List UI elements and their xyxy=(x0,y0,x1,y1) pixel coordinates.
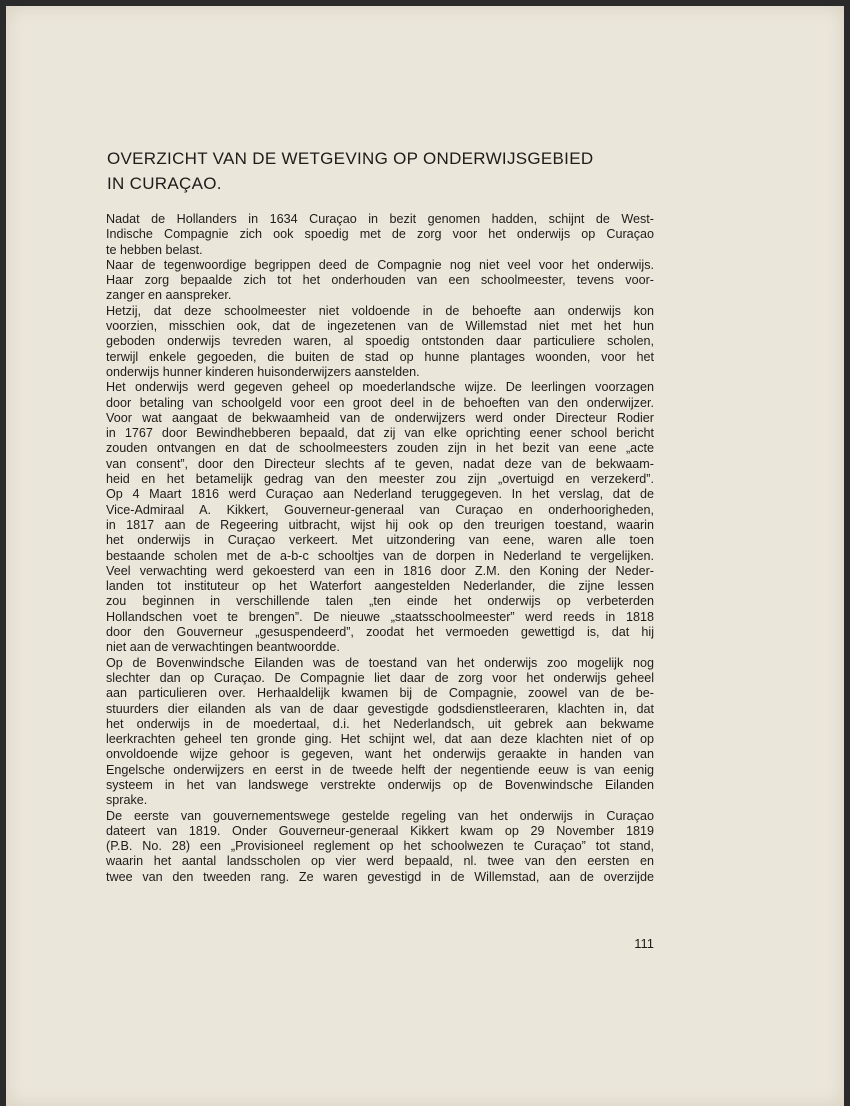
body-line: van consent”, door den Directeur slechts af te geven, nadat deze van de bekwaam- xyxy=(106,456,654,471)
body-line: Naar de tegenwoordige begrippen deed de Compagnie nog niet veel voor het onderwijs. xyxy=(106,257,654,272)
body-line: leerkrachten geheel ten gronde ging. Het schijnt wel, dat aan deze klachten niet of op xyxy=(106,732,654,747)
body-line: Hetzij, dat deze schoolmeester niet voldoende in de behoefte aan onderwijs kon xyxy=(106,303,654,318)
body-line: zanger en aanspreker. xyxy=(106,288,232,303)
body-line: De eerste van gouvernementswege gestelde regeling van het onderwijs in Curaçao xyxy=(106,808,654,823)
body-line: aan particulieren over. Herhaaldelijk kwamen bij de Compagnie, zoowel van de be- xyxy=(106,686,654,701)
title-line: OVERZICHT VAN DE WETGEVING OP ONDERWIJSGEBIED xyxy=(107,149,594,168)
page-title xyxy=(107,146,667,196)
body-line: (P.B. No. 28) een „Provisioneel reglement op het schoolwezen te Curaçao” tot stand, xyxy=(106,839,654,854)
body-line: waarin het aantal landsscholen op vier werd bepaald, nl. twee van den eersten en xyxy=(106,854,654,869)
body-line: voorzien, misschien ook, dat de ingezetenen van de Willemstad niet met het hun xyxy=(106,319,654,334)
page-number: 111 xyxy=(634,936,654,951)
body-line: Hollandschen voet te brengen”. De nieuwe „staatsschoolmeester” werd reeds in 1818 xyxy=(106,609,654,624)
body-line: Op de Bovenwindsche Eilanden was de toestand van het onderwijs zoo mogelijk nog xyxy=(106,655,654,670)
body-line: slechter dan op Curaçao. De Compagnie liet daar de zorg voor het onderwijs geheel xyxy=(106,670,654,685)
body-line: Haar zorg bepaalde zich tot het onderhouden van een schoolmeester, tevens voor- xyxy=(106,273,654,288)
body-line: sprake. xyxy=(106,793,148,808)
body-line: Voor wat aangaat de bekwaamheid van de onderwijzers werd onder Directeur Rodier xyxy=(106,410,654,425)
body-line: Op 4 Maart 1816 werd Curaçao aan Nederland teruggegeven. In het verslag, dat de xyxy=(106,487,654,502)
body-line: onderwijs hunner kinderen huisonderwijzers aanstelden. xyxy=(106,364,420,379)
body-line: Nadat de Hollanders in 1634 Curaçao in bezit genomen hadden, schijnt de West- xyxy=(106,212,654,226)
body-line: twee van den tweeden rang. Ze waren gevestigd in de Willemstad, aan de overzijde xyxy=(106,869,654,884)
body-line: het onderwijs in Curaçao verkeert. Met uitzondering van eene, waren alle toen xyxy=(106,533,654,548)
body-line: stuurders dier eilanden als van de daar gevestigde godsdienstleeraren, klachten in, dat xyxy=(106,701,654,716)
body-line: in 1817 aan de Regeering uitbracht, wijst hij ook op den treurigen toestand, waarin xyxy=(106,517,654,532)
body-line: door den Gouverneur „gesuspendeerd”, zoodat het vermoeden gewettigd is, dat hij xyxy=(106,625,654,640)
body-line: niet aan de verwachtingen beantwoordde. xyxy=(106,640,340,655)
body-line: dateert van 1819. Onder Gouverneur-generaal Kikkert kwam op 29 November 1819 xyxy=(106,823,654,838)
body-line: te hebben belast. xyxy=(106,242,203,257)
body-line: zouden ontvangen en dat de schoolmeesters zouden zijn in het bezit van eene „acte xyxy=(106,441,654,456)
body-line: Het onderwijs werd gegeven geheel op moederlandsche wijze. De leerlingen voorzagen xyxy=(106,380,654,395)
body-line: Veel verwachting werd gekoesterd van een in 1816 door Z.M. den Koning der Neder- xyxy=(106,563,654,578)
body-line: geboden onderwijs tevreden waren, al spoedig ontstonden daar particuliere scholen, xyxy=(106,334,654,349)
body-line: het onderwijs in de moedertaal, d.i. het Nederlandsch, uit gebrek aan bekwame xyxy=(106,716,654,731)
body-line: Vice-Admiraal A. Kikkert, Gouverneur-generaal van Curaçao en onderhoorigheden, xyxy=(106,502,654,517)
body-line: bestaande scholen met de a-b-c schooltjes van de dorpen in Nederland te vergelijken. xyxy=(106,548,654,563)
document-page xyxy=(6,6,844,1106)
body-text xyxy=(106,212,654,885)
body-line: Engelsche onderwijzers en eerst in de tweede helft der negentiende eeuw is van eenig xyxy=(106,762,654,777)
body-line: onvoldoende wijze gehoor is gegeven, want het onderwijs geraakte in handen van xyxy=(106,747,654,762)
body-line: landen tot instituteur op het Waterfort aangestelden Nederlander, die zijne lessen xyxy=(106,579,654,594)
body-line: heid en het betamelijk gedrag van den meester zou zijn „overtuigd en verzekerd”. xyxy=(106,472,654,487)
body-line: in 1767 door Bewindhebberen bepaald, dat zij van elke oprichting eener school bericht xyxy=(106,426,654,441)
body-line: terwijl enkele gegoeden, die buiten de stad op hunne plantages woonden, voor het xyxy=(106,349,654,364)
title-line: IN CURAÇAO. xyxy=(107,174,222,193)
body-line: zou beginnen in verschillende talen „ten einde het onderwijs op verbeterden xyxy=(106,594,654,609)
body-line: Indische Compagnie zich ook spoedig met de zorg voor het onderwijs op Curaçao xyxy=(106,227,654,242)
body-line: door betaling van schoolgeld voor een groot deel in de behoeften van den onderwijzer. xyxy=(106,395,654,410)
body-line: systeem in het van landswege verstrekte onderwijs op de Bovenwindsche Eilanden xyxy=(106,777,654,792)
